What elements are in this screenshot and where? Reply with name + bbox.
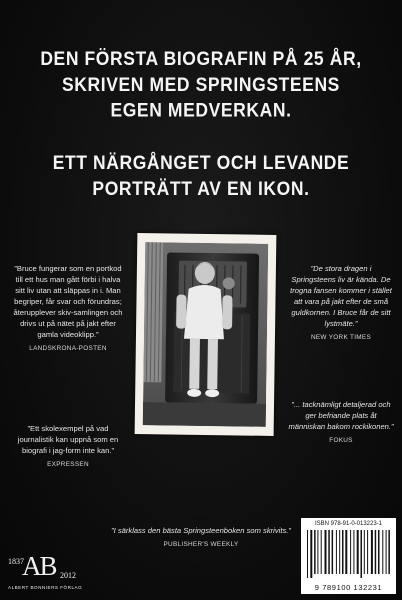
barcode-number: 9 789100 132231 [314,583,383,592]
headline-line: PORTRÄTT AV EN IKON. [92,176,310,200]
quote-text: ”... tacknämligt detaljerad och ger befriande plats åt människan bakom rockikonen.” [288,400,394,431]
barcode-bars [306,530,391,578]
barcode-bar [382,530,383,574]
publisher-logo [8,551,108,595]
barcode-bar [375,530,377,574]
barcode-bar [336,530,337,574]
headline-line: SKRIVEN MED SPRINGSTEENS [62,72,340,96]
isbn-label: ISBN 978-91-0-013223-1 [314,521,383,527]
barcode-bar [388,530,390,574]
publisher-name: ALBERT BONNIERS FÖRLAG [8,585,83,590]
quote-fokus [288,399,394,446]
barcode-bar [325,530,327,574]
barcode-bar [350,530,351,574]
quote-text: ”Ett skolexempel på vad journalistik kan uppnå som en biografi i jag-form inte kan.” [17,424,119,455]
barcode-bar [378,530,380,574]
headline-line: DEN FÖRSTA BIOGRAFIN PÅ 25 ÅR, [40,47,362,70]
quote-text: ”Bruce fungerar som en portkod till ett hus man gått förbi i halva sitt liv utan att släppas in i. Man begriper, får svar och förundras; återupplever skiv-samlingen och drivs ut på nätet på jakt efter gamla videoklipp.” [13,264,123,339]
isbn-barcode [301,518,396,594]
barcode-bar [345,530,347,574]
quote-text: ”I särklass den bästa Springsteenboken som skrivits.” [111,526,291,535]
barcode-bar [342,530,344,574]
barcode-bar [321,530,322,574]
barcode-bar [317,530,318,574]
quote-publishers-weekly [60,525,342,550]
quote-landskrona-posten [12,263,124,354]
quote-source: LANDSKRONA-POSTEN [29,345,107,352]
headline-block-1 [0,46,402,123]
barcode-bar [371,530,373,574]
barcode-bar [328,530,330,574]
barcode-bar [367,530,368,574]
barcode-bar [357,530,359,574]
quote-expressen [12,423,124,470]
headline-line: ETT NÄRGÅNGET OCH LEVANDE [52,151,350,174]
barcode-bar [339,530,340,574]
logo-year-end: 2012 [60,571,76,580]
quote-source: EXPRESSEN [47,461,89,468]
quote-text: ”De stora dragen i Springsteens liv är kända. De trogna fansen kommer i stället att vara på jakt efter de små guldkornen. I Bruce får de sitt lystmäte.” [290,264,392,328]
barcode-bar [314,530,316,574]
barcode-bar [364,530,365,574]
quote-source: NEW YORK TIMES [310,334,372,341]
barcode-bar [310,530,312,578]
headline-block-2 [0,150,402,202]
headline-line: EGEN MEDVERKAN. [110,98,292,122]
barcode-bar [307,530,308,578]
barcode-bar [332,530,334,574]
logo-year-start: 1837 [8,557,24,566]
quote-source: PUBLISHER'S WEEKLY [163,541,239,548]
quote-source: FOKUS [329,437,353,444]
barcode-bar [386,530,387,574]
barcode-bar [361,530,363,578]
childhood-photo [135,233,277,436]
quote-new-york-times [288,263,394,343]
barcode-bar [353,530,354,574]
logo-letters: AB [22,551,56,581]
child-by-radio-image [143,242,269,427]
